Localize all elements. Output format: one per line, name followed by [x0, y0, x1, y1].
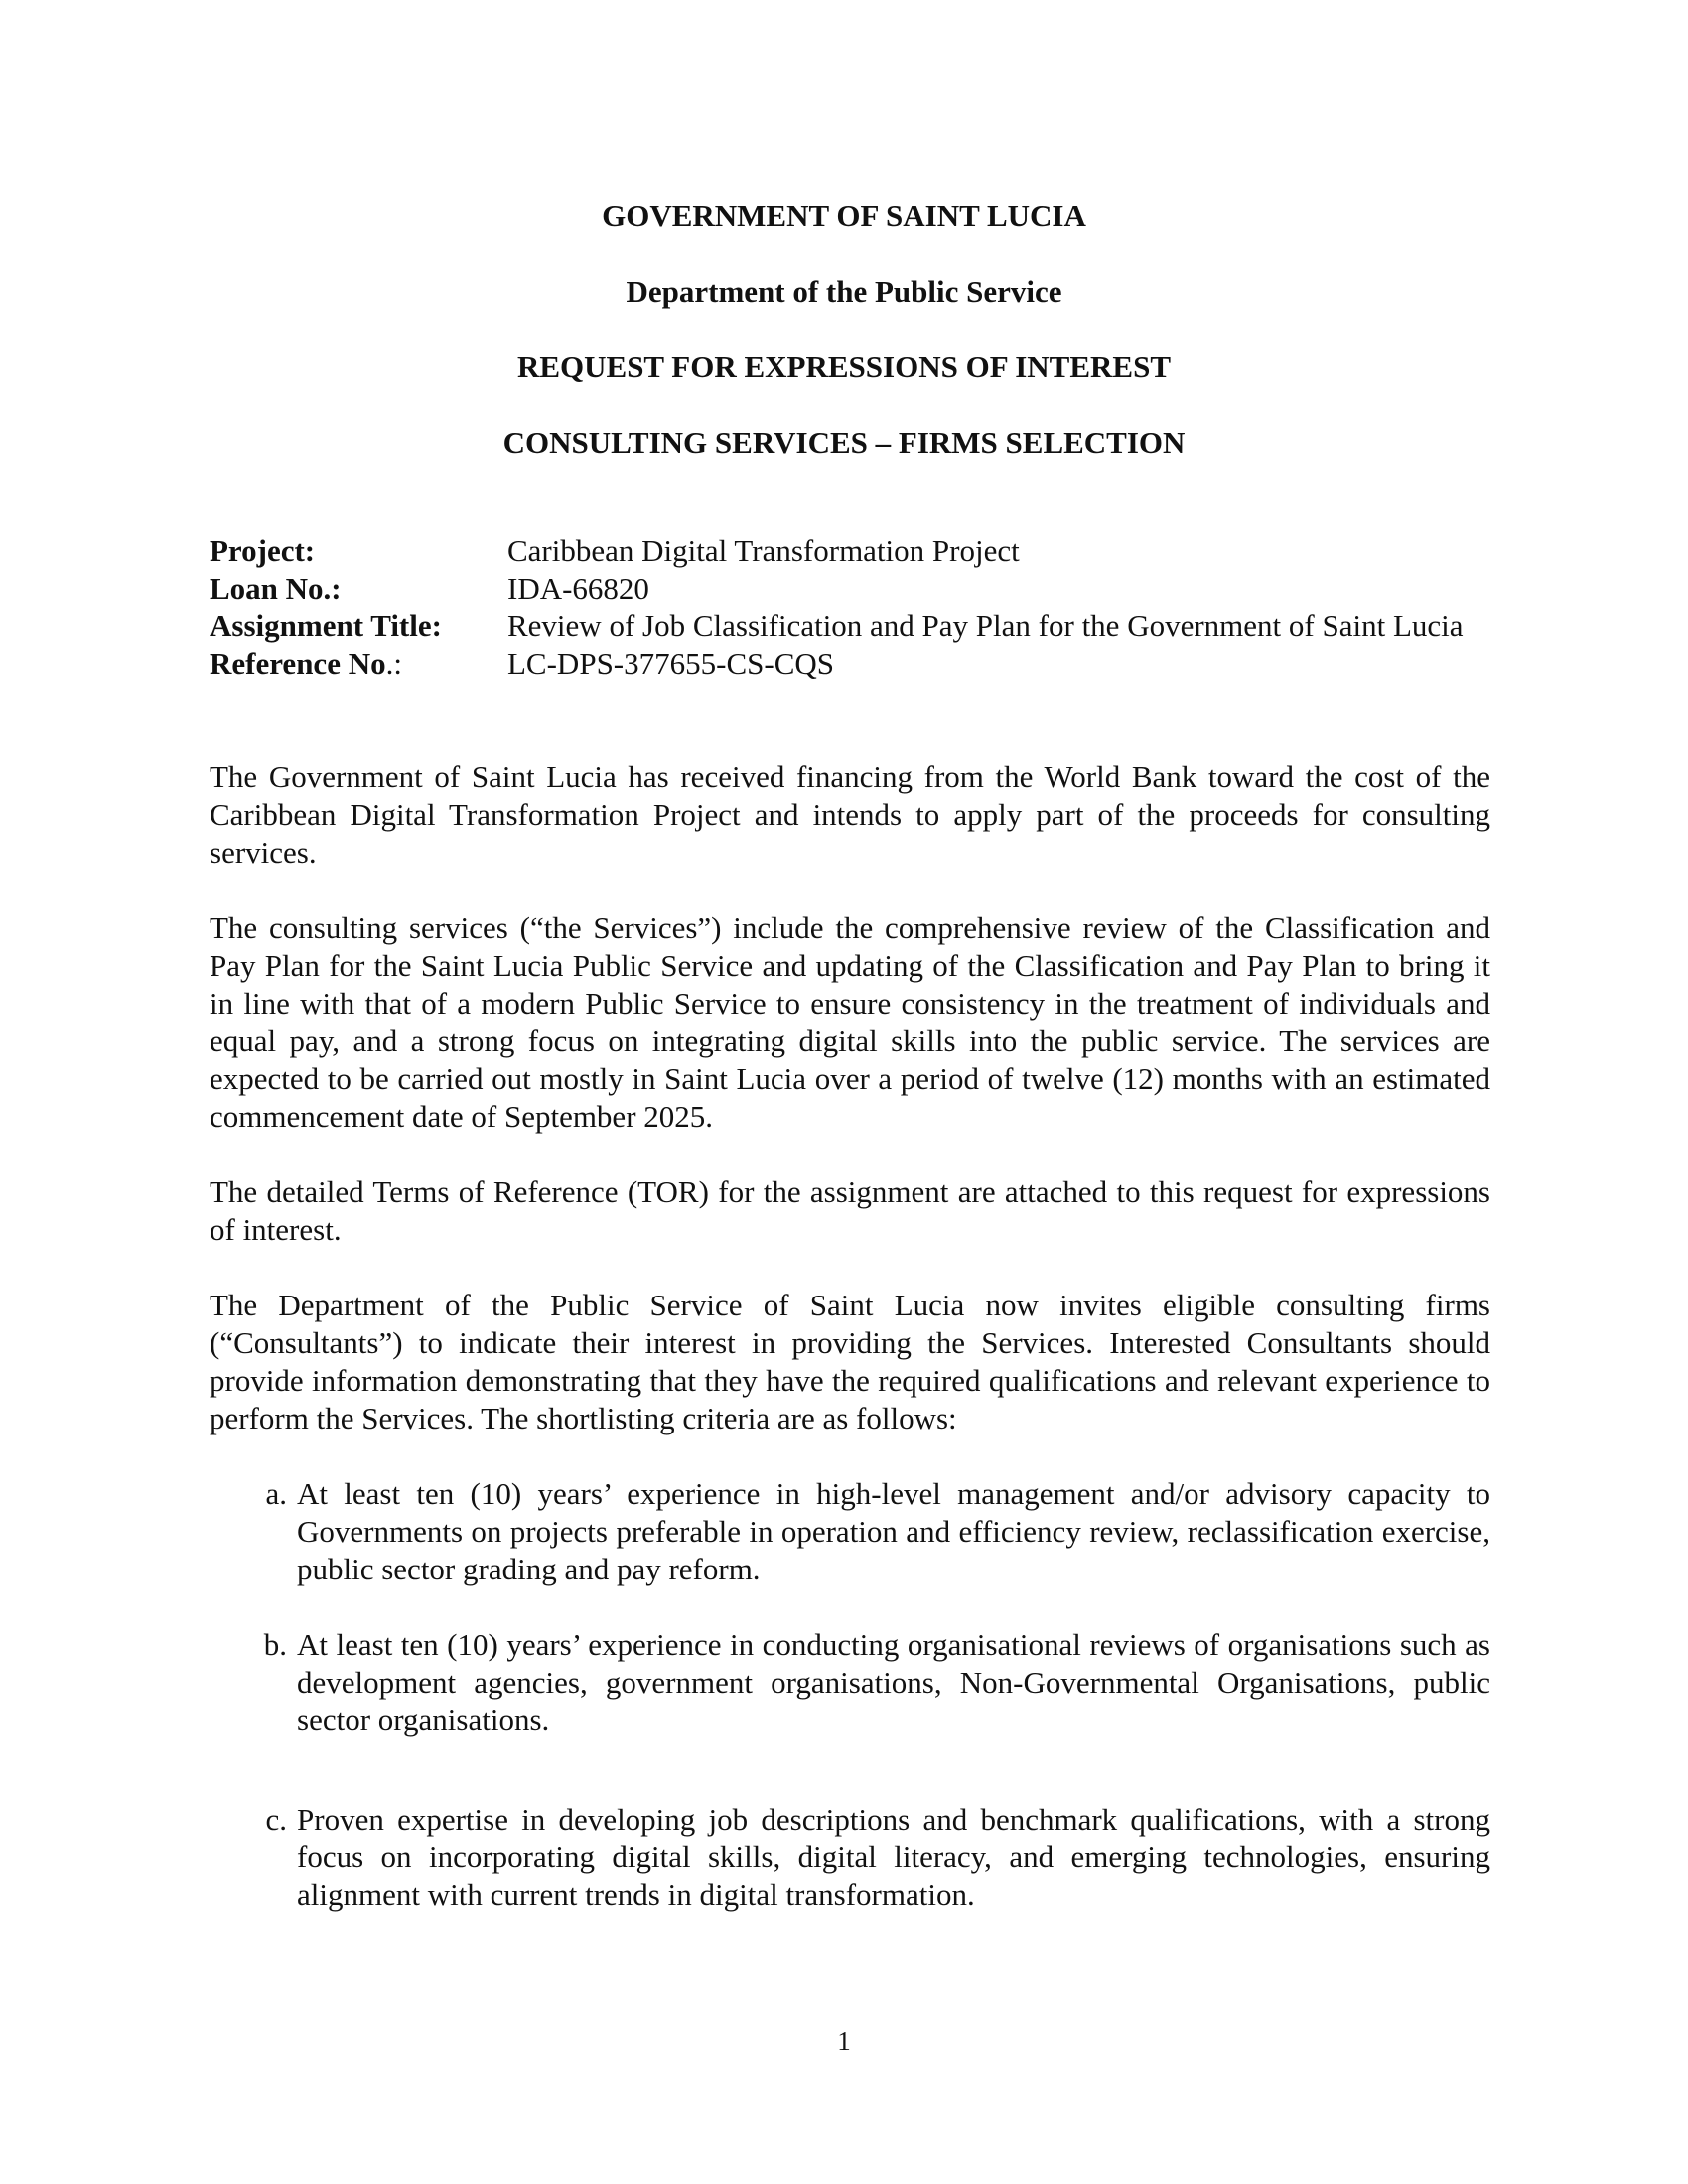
criterion-text: At least ten (10) years’ experience in conducting organisational reviews of organisations such as development agencies, government organisations, Non-Governmental Organisations, public sector organisations.: [297, 1627, 1490, 1737]
criterion-item: [210, 1475, 1490, 1588]
criterion-letter: c.: [265, 1802, 287, 1837]
financing-paragraph: The Government of Saint Lucia has received financing from the World Bank toward the cost of the Caribbean Digital Transformation Project and intends to apply part of the proceeds for consulting services.: [210, 759, 1490, 870]
invitation-paragraph: The Department of the Public Service of Saint Lucia now invites eligible consulting firms (“Consultants”) to indicate their interest in providing the Services. Interested Consultants should provide information demonstrating that they have the required qualifications and relevant experience to perform the Services. The shortlisting criteria are as follows:: [210, 1288, 1490, 1435]
criterion-letter: a.: [265, 1476, 287, 1511]
project-row: [210, 532, 1490, 570]
project-details: [210, 532, 1490, 683]
request-heading: REQUEST FOR EXPRESSIONS OF INTEREST: [516, 349, 1172, 384]
reference-label: [210, 645, 507, 683]
assignment-row: [210, 608, 1490, 645]
loan-row: [210, 570, 1490, 608]
criterion-item: [210, 1626, 1490, 1739]
loan-label: Loan No.:: [210, 571, 342, 606]
department-heading: Department of the Public Service: [626, 274, 1062, 309]
reference-row: [210, 645, 1490, 683]
page-number: 1: [837, 2026, 851, 2056]
services-paragraph: The consulting services (“the Services”) include the comprehensive review of the Classification and Pay Plan for the Saint Lucia Public Service and updating of the Classification and Pay Plan to bring it in line with that of a modern Public Service to ensure consistency in the treatment of individuals and equal pay, and a strong focus on integrating digital skills into the public service. The services are expected to be carried out mostly in Saint Lucia over a period of twelve (12) months with an estimated commencement date of September 2025.: [210, 910, 1490, 1134]
project-value: Caribbean Digital Transformation Project: [507, 533, 1020, 568]
criterion-letter: b.: [263, 1627, 287, 1662]
criterion-text: Proven expertise in developing job descriptions and benchmark qualifications, with a strong focus on incorporating digital skills, digital literacy, and emerging technologies, ensuring alignment with current trends in digital transformation.: [297, 1802, 1490, 1912]
tor-paragraph: The detailed Terms of Reference (TOR) for the assignment are attached to this request for expressions of interest.: [210, 1174, 1490, 1247]
criterion-item: [210, 1801, 1490, 1914]
services-heading: CONSULTING SERVICES – FIRMS SELECTION: [502, 425, 1186, 460]
project-label: Project:: [210, 533, 316, 568]
reference-value: LC-DPS-377655-CS-CQS: [507, 646, 834, 681]
reference-label-text: Reference No: [210, 646, 386, 681]
loan-value: IDA-66820: [507, 571, 649, 606]
assignment-label: Assignment Title:: [210, 609, 442, 643]
criterion-text: At least ten (10) years’ experience in high-level management and/or advisory capacity to Governments on projects preferable in operation and efficiency review, reclassification exercise, public sector grading and pay reform.: [297, 1476, 1490, 1586]
assignment-value: Review of Job Classification and Pay Plan for the Government of Saint Lucia: [507, 609, 1464, 643]
reference-label-colon: .:: [385, 646, 402, 681]
government-heading: GOVERNMENT OF SAINT LUCIA: [602, 199, 1086, 233]
